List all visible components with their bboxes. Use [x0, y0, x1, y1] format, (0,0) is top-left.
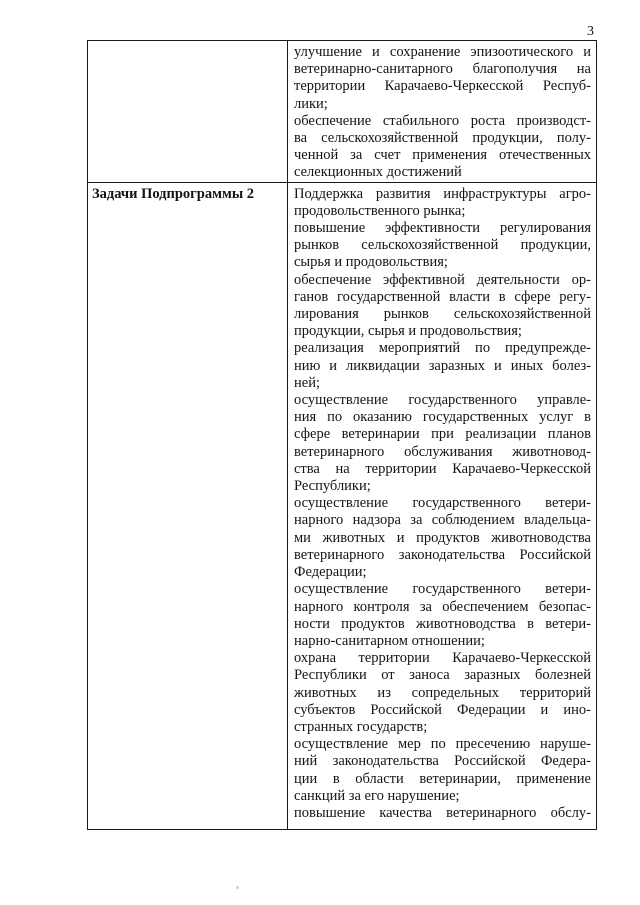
- text-line: повышение эффективности регулирования: [294, 220, 591, 237]
- task-paragraph: [294, 650, 591, 736]
- task-paragraph: [294, 392, 591, 495]
- text-line: осуществление государственного управле-: [294, 392, 591, 409]
- text-line: охрана территории Карачаево-Черкесской: [294, 650, 591, 667]
- paragraph-list: [294, 186, 591, 823]
- text-line: ветеринарно-санитарного благополучия на: [294, 61, 591, 78]
- text-line: нарного надзора за соблюдением владельца-: [294, 512, 591, 529]
- text-line: ства на территории Карачаево-Черкесской: [294, 460, 591, 477]
- task-paragraph: [294, 44, 591, 113]
- task-paragraph: [294, 736, 591, 805]
- paragraph-list: [294, 44, 591, 182]
- text-line: странных государств;: [294, 718, 428, 735]
- text-line: реализация мероприятий по предупрежде-: [294, 340, 591, 357]
- text-line: территории Карачаево-Черкесской Респуб-: [294, 78, 591, 95]
- task-paragraph: [294, 340, 591, 392]
- text-line: ганов государственной власти в сфере регу-: [294, 288, 591, 305]
- text-line: продовольственного рынка;: [294, 202, 466, 219]
- text-line: осуществление мер по пресечению наруше-: [294, 736, 591, 753]
- scan-dot: [236, 886, 239, 889]
- text-line: осуществление государственного ветери-: [294, 581, 591, 598]
- text-line: ний законодательства Российской Федера-: [294, 753, 591, 770]
- text-line: обеспечение эффективной деятельности ор-: [294, 271, 591, 288]
- text-line: ченной за счет применения отечественных: [294, 147, 591, 164]
- task-paragraph: [294, 581, 591, 650]
- text-line: субъектов Российской Федерации и ино-: [294, 701, 591, 718]
- text-line: ветеринарного обслуживания животновод-: [294, 443, 591, 460]
- text-line: улучшение и сохранение эпизоотического и: [294, 44, 591, 60]
- text-line: ва сельскохозяйственной продукции, полу-: [294, 130, 591, 147]
- task-paragraph: [294, 220, 591, 272]
- table-row-tasks: [88, 182, 597, 829]
- text-line: нию и ликвидации заразных и иных болез-: [294, 357, 591, 374]
- text-line: Поддержка развития инфраструктуры агро-: [294, 185, 591, 202]
- task-paragraph: [294, 495, 591, 581]
- page-number: 3: [587, 24, 594, 39]
- text-line: животных из сопредельных территорий: [294, 684, 591, 701]
- text-line: ции в области ветеринарии, применение: [294, 770, 591, 787]
- text-line: Республики;: [294, 478, 371, 495]
- task-paragraph: [294, 272, 591, 341]
- text-line: нарно-санитарном отношении;: [294, 632, 485, 649]
- program-table: [87, 40, 597, 830]
- text-line: Федерации;: [294, 564, 367, 581]
- text-line: санкций за его нарушение;: [294, 787, 460, 804]
- text-line: ми животных и продуктов животноводства: [294, 529, 591, 546]
- text-line: продукции, сырья и продовольствия;: [294, 323, 522, 340]
- task-paragraph: [294, 113, 591, 182]
- text-line: ности продуктов животноводства в ветери-: [294, 615, 591, 632]
- text-line: ней;: [294, 374, 320, 391]
- text-line: лирования рынков сельскохозяйственной: [294, 306, 591, 323]
- table-row-goals-continued: [88, 41, 597, 183]
- text-line: повышение качества ветеринарного обслу-: [294, 804, 591, 821]
- row-label-tasks: Задачи Подпрограммы 2: [88, 182, 288, 829]
- text-line: обеспечение стабильного роста производст-: [294, 112, 591, 129]
- row-content-tasks: [288, 182, 597, 829]
- text-line: ния по оказанию государственных услуг в: [294, 409, 591, 426]
- row-content-goals: [288, 41, 597, 183]
- task-paragraph: [294, 186, 591, 220]
- text-line: Республики от заноса заразных болезней: [294, 667, 591, 684]
- text-line: ветеринарного законодательства Российской: [294, 546, 591, 563]
- text-line: лики;: [294, 95, 328, 112]
- text-line: нарного контроля за обеспечением безопас-: [294, 598, 591, 615]
- text-line: селекционных достижений: [294, 164, 462, 181]
- text-line: сырья и продовольствия;: [294, 254, 448, 271]
- text-line: сфере ветеринарии при реализации планов: [294, 426, 591, 443]
- text-line: осуществление государственного ветери-: [294, 495, 591, 512]
- task-paragraph: [294, 805, 591, 822]
- row-label-empty: [88, 41, 288, 183]
- text-line: рынков сельскохозяйственной продукции,: [294, 237, 591, 254]
